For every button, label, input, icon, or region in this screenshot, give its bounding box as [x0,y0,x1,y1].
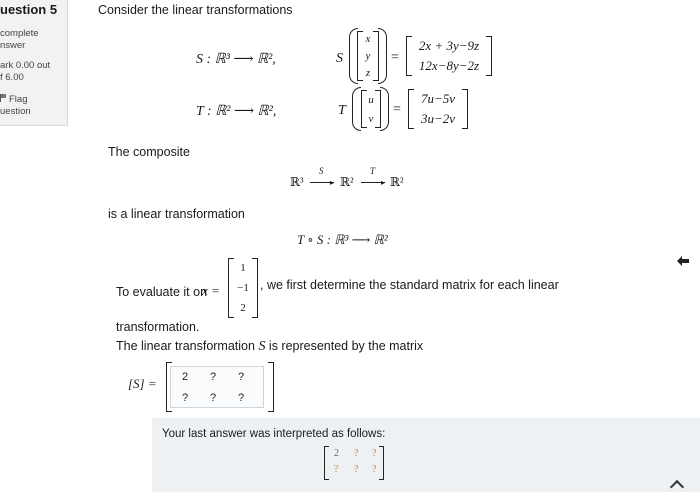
T-output-row1: 7u−5v [420,91,456,106]
feedback-cell-1-1: 2 [334,448,339,459]
question-info-card [0,0,68,126]
feedback-cell-1-3: ? [372,448,377,459]
chain-R2a: ℝ² [340,175,354,189]
mouse-pointer-icon [676,254,690,268]
represented-prefix: The linear transformation [116,339,255,353]
flag-question-button[interactable] [0,94,27,105]
T-output-row2: 3u−2v [420,111,456,126]
status-answer: nswer [0,40,26,51]
represented-S: S [258,339,266,354]
S-input-z: z [365,66,371,79]
composite-label: The composite [108,145,190,159]
answer-cell-1-2[interactable]: ? [209,371,217,383]
T-output-vector [408,89,468,129]
composite-chain [290,166,420,194]
feedback-cell-1-2: ? [354,448,359,459]
S-name: S [336,51,343,66]
S-paren-right [378,28,387,84]
answer-cell-1-1[interactable]: 2 [181,371,189,383]
T-definition: T : ℝ² ⟶ ℝ², [196,104,277,119]
T-paren-right [380,87,389,131]
intro-text: Consider the linear transformations [98,3,293,17]
T-input-v: v [368,112,374,125]
flag-icon [0,94,7,102]
feedback-text: Your last answer was interpreted as follows: [162,428,386,440]
T-input-vector [361,90,381,128]
flag-label-2: uestion [0,106,31,117]
chain-T-label: T [370,166,376,176]
flag-label: Flag [9,94,28,105]
S-output-vector [406,36,492,76]
answer-cell-2-2[interactable]: ? [209,392,217,404]
S-input-y: y [365,49,371,62]
feedback-panel [152,418,700,492]
chain-R2b: ℝ² [390,175,404,189]
feedback-cell-2-3: ? [372,464,377,475]
S-equals: = [391,50,399,65]
T-equals: = [393,102,401,117]
represented-tail: is represented by the matrix [268,339,424,353]
answer-cell-2-1[interactable]: ? [181,392,189,404]
status-complete: complete [0,28,39,39]
mark-line-1: ark 0.00 out [0,60,51,71]
evaluate-suffix-2: transformation. [116,320,200,334]
evaluate-suffix: , we first determine the standard matrix for each linear [260,278,559,292]
mark-line-2: f 6.00 [0,72,24,83]
feedback-cell-2-2: ? [354,464,359,475]
chain-R3: ℝ³ [290,175,304,189]
represented-text [116,339,423,355]
chain-arrowhead-2: ▸ [381,178,386,187]
x-vector-1: 1 [240,262,246,274]
S-input-x: x [365,33,371,46]
T-paren-left [352,87,361,131]
S-output-row1: 2x + 3y−9z [418,38,480,53]
composite-map: T ∘ S : ℝ³ ⟶ ℝ² [297,232,388,247]
S-output-row2: 12x−8y−2z [418,58,480,73]
question-number: uestion 5 [0,2,58,17]
linear-label: is a linear transformation [108,207,245,221]
S-input-vector [357,31,379,81]
T-input-u: u [368,93,374,106]
chain-S-label: S [319,166,324,176]
T-name: T [338,103,346,118]
answer-cell-2-3[interactable]: ? [237,392,245,404]
matrix-label: [S] = [128,376,157,391]
chain-arrowhead-1: ▸ [330,178,335,187]
x-vector-3: 2 [240,302,246,314]
answer-cell-1-3[interactable]: ? [237,371,245,383]
x-vector [228,258,258,318]
feedback-cell-2-1: ? [334,464,339,475]
x-equals: x = [202,283,220,298]
S-definition: S : ℝ³ ⟶ ℝ², [196,52,276,67]
evaluate-prefix: To evaluate it on [116,285,208,299]
x-vector-2: −1 [237,282,249,294]
